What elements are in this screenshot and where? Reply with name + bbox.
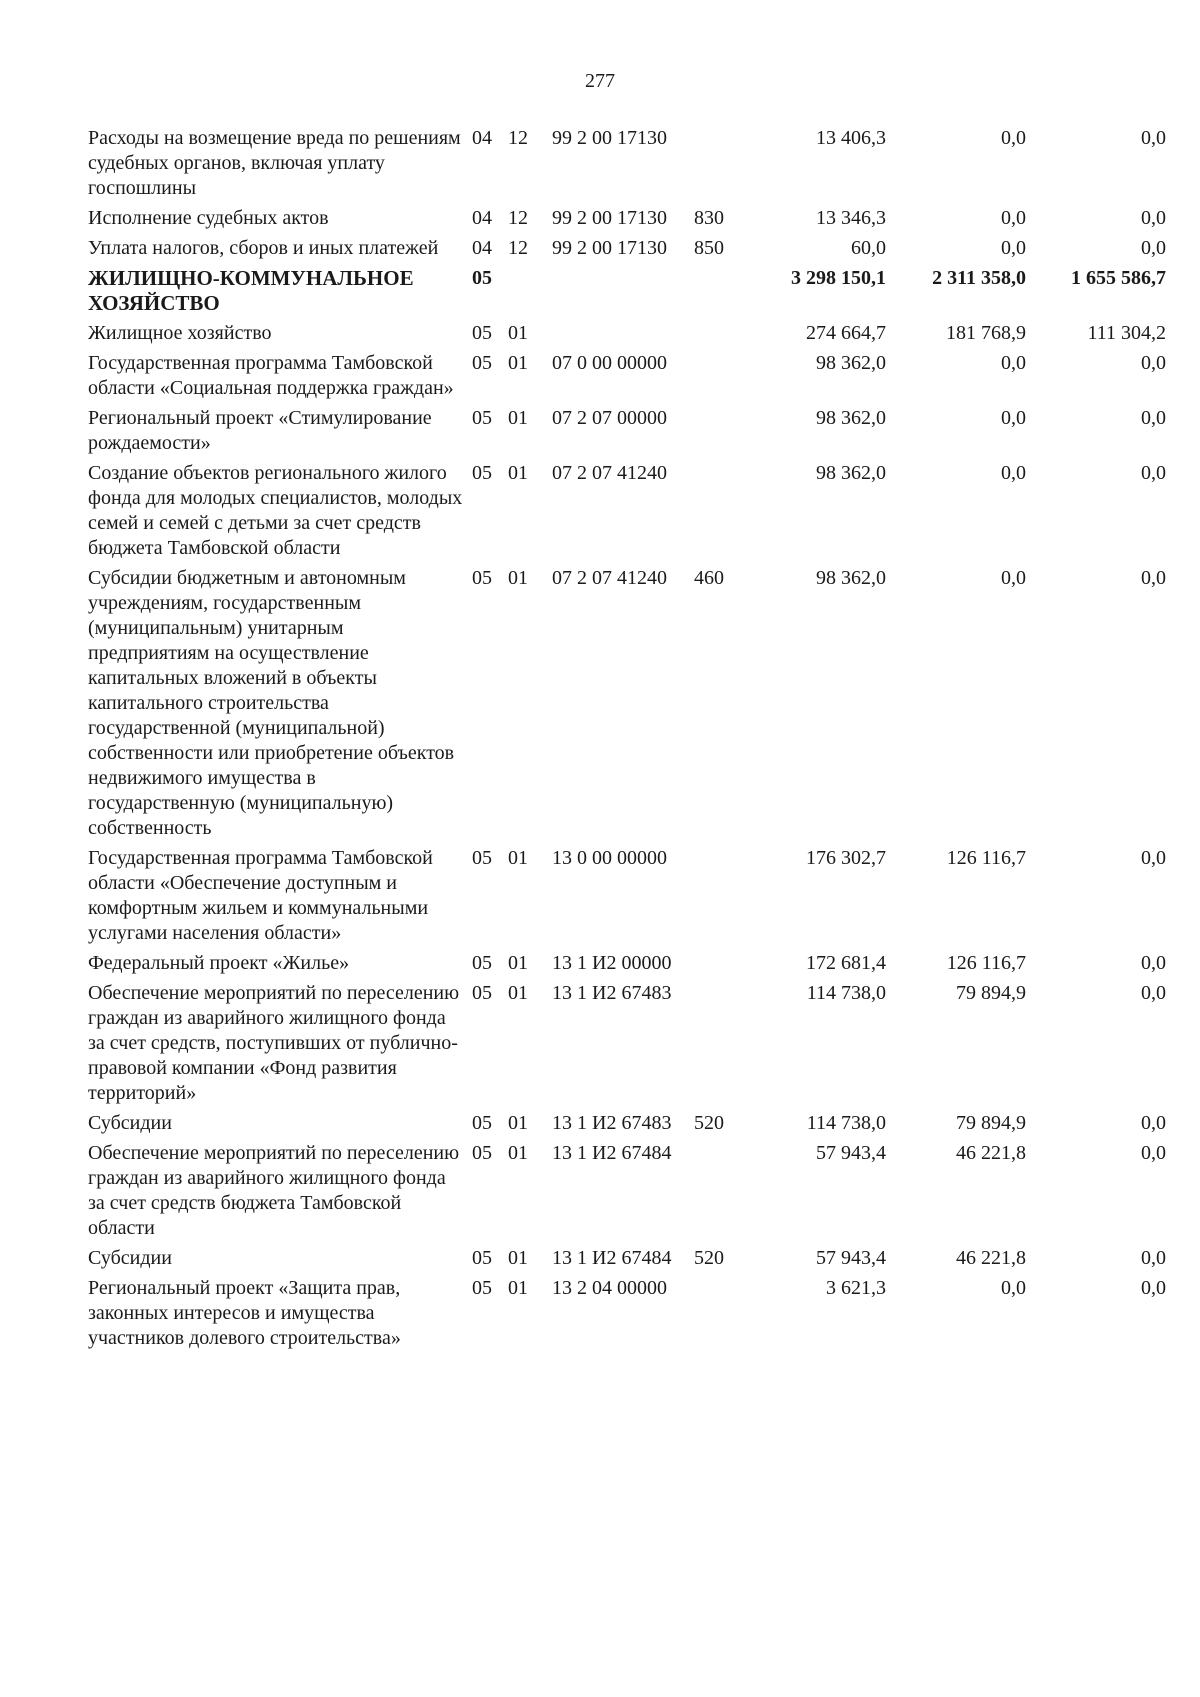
row-amount-year-3: 0,0: [1141, 207, 1166, 229]
row-expense-type-code: [694, 126, 746, 206]
row-expense-type-code: [694, 461, 746, 566]
table-row: [88, 266, 1166, 321]
row-amount-year-3: 0,0: [1141, 952, 1166, 974]
table-row: [88, 406, 1166, 461]
row-section-code: 04: [472, 127, 492, 149]
row-name: ЖИЛИЩНО-КОММУНАЛЬНОЕ ХОЗЯЙСТВО: [88, 266, 414, 315]
row-section-code: 05: [472, 407, 492, 429]
row-target-code: 99 2 00 17130: [552, 207, 667, 229]
row-target-code: 99 2 00 17130: [552, 237, 667, 259]
row-expense-type-code: [694, 1141, 746, 1246]
table-row: [88, 321, 1166, 351]
table-row: [88, 206, 1166, 236]
row-subsection-code: 01: [508, 982, 528, 1004]
row-expense-type-code: [694, 1276, 746, 1356]
row-name: Жилищное хозяйство: [88, 322, 272, 344]
row-expense-type-code: 850: [694, 237, 724, 259]
row-amount-year-3: 111 304,2: [1087, 322, 1166, 344]
row-section-code: 05: [472, 952, 492, 974]
row-amount-year-1: 60,0: [851, 237, 886, 259]
row-name: Субсидии: [88, 1247, 172, 1269]
row-amount-year-2: 79 894,9: [956, 1112, 1026, 1134]
row-target-code: 99 2 00 17130: [552, 127, 667, 149]
row-amount-year-2: 0,0: [1001, 407, 1026, 429]
row-subsection-code: 01: [508, 847, 528, 869]
row-amount-year-1: 57 943,4: [816, 1247, 886, 1269]
table-row: [88, 981, 1166, 1111]
row-expense-type-code: [694, 351, 746, 406]
row-expense-type-code: [694, 951, 746, 981]
row-section-code: 05: [472, 352, 492, 374]
row-amount-year-2: 126 116,7: [946, 952, 1026, 974]
row-subsection-code: 01: [508, 952, 528, 974]
row-amount-year-2: 46 221,8: [956, 1247, 1026, 1269]
row-amount-year-1: 98 362,0: [816, 567, 886, 589]
row-name: Субсидии бюджетным и автономным учреждениям, государственным (муниципальным) унитарным предприятиям на осуществление капитальных вложений в объекты капитального строительства государственной (муниципальной) собственности или приобретение объектов недвижимого имущества в государственную (муниципальную) собственность: [88, 567, 455, 839]
row-section-code: 05: [472, 462, 492, 484]
table-row: [88, 236, 1166, 266]
row-amount-year-3: 0,0: [1141, 567, 1166, 589]
row-amount-year-1: 98 362,0: [816, 352, 886, 374]
row-name: Уплата налогов, сборов и иных платежей: [88, 237, 439, 259]
row-amount-year-1: 98 362,0: [816, 407, 886, 429]
row-amount-year-3: 0,0: [1141, 847, 1166, 869]
row-amount-year-1: 57 943,4: [816, 1142, 886, 1164]
row-name: Государственная программа Тамбовской области «Социальная поддержка граждан»: [88, 352, 454, 399]
row-subsection-code: 01: [508, 352, 528, 374]
row-section-code: 05: [472, 982, 492, 1004]
table-row: [88, 951, 1166, 981]
row-target-code: [552, 321, 694, 351]
row-subsection-code: 12: [508, 207, 528, 229]
row-name: Федеральный проект «Жилье»: [88, 952, 350, 974]
row-expense-type-code: [694, 321, 746, 351]
row-target-code: 07 2 07 00000: [552, 407, 667, 429]
row-section-code: 04: [472, 237, 492, 259]
row-amount-year-1: 114 738,0: [806, 982, 886, 1004]
row-amount-year-3: 0,0: [1141, 1112, 1166, 1134]
row-subsection-code: 12: [508, 237, 528, 259]
row-name: Создание объектов регионального жилого фонда для молодых специалистов, молодых семей и семей с детьми за счет средств бюджета Тамбовской области: [88, 462, 463, 559]
row-name: Расходы на возмещение вреда по решениям судебных органов, включая уплату госпошлины: [88, 127, 461, 199]
row-amount-year-2: 126 116,7: [946, 847, 1026, 869]
row-amount-year-2: 0,0: [1001, 237, 1026, 259]
row-amount-year-1: 13 346,3: [816, 207, 886, 229]
row-amount-year-3: 0,0: [1141, 1277, 1166, 1299]
row-target-code: [552, 266, 694, 321]
table-row: [88, 566, 1166, 846]
row-expense-type-code: [694, 266, 746, 321]
row-amount-year-3: 0,0: [1141, 1247, 1166, 1269]
row-amount-year-1: 114 738,0: [806, 1112, 886, 1134]
row-section-code: 05: [472, 847, 492, 869]
row-amount-year-3: 0,0: [1141, 462, 1166, 484]
row-target-code: 13 1 И2 00000: [552, 952, 672, 974]
row-name: Исполнение судебных актов: [88, 207, 329, 229]
row-subsection-code: 01: [508, 462, 528, 484]
row-subsection-code: 12: [508, 127, 528, 149]
row-expense-type-code: 520: [694, 1247, 724, 1269]
row-section-code: 05: [472, 1247, 492, 1269]
row-amount-year-2: 2 311 358,0: [932, 267, 1026, 289]
row-section-code: 04: [472, 207, 492, 229]
row-section-code: 05: [472, 1142, 492, 1164]
table-row: [88, 1141, 1166, 1246]
row-expense-type-code: [694, 981, 746, 1111]
table-row: [88, 1111, 1166, 1141]
row-subsection-code: [508, 266, 552, 321]
row-amount-year-2: 0,0: [1001, 127, 1026, 149]
row-amount-year-2: 0,0: [1001, 352, 1026, 374]
table-row: [88, 1276, 1166, 1356]
row-target-code: 07 0 00 00000: [552, 352, 667, 374]
row-amount-year-1: 3 298 150,1: [791, 267, 886, 289]
budget-table-body: [88, 126, 1166, 1356]
row-amount-year-2: 79 894,9: [956, 982, 1026, 1004]
row-target-code: 13 2 04 00000: [552, 1277, 667, 1299]
table-row: [88, 1246, 1166, 1276]
row-name: Обеспечение мероприятий по переселению граждан из аварийного жилищного фонда за счет средств бюджета Тамбовской области: [88, 1142, 460, 1239]
row-name: Региональный проект «Стимулирование рождаемости»: [88, 407, 432, 454]
row-amount-year-1: 98 362,0: [816, 462, 886, 484]
row-expense-type-code: 520: [694, 1112, 724, 1134]
table-row: [88, 351, 1166, 406]
row-subsection-code: 01: [508, 407, 528, 429]
row-target-code: 07 2 07 41240: [552, 462, 667, 484]
row-subsection-code: 01: [508, 1142, 528, 1164]
row-amount-year-3: 0,0: [1141, 1142, 1166, 1164]
row-name: Субсидии: [88, 1112, 172, 1134]
table-row: [88, 461, 1166, 566]
row-subsection-code: 01: [508, 567, 528, 589]
row-subsection-code: 01: [508, 1112, 528, 1134]
budget-table: [88, 126, 1166, 1356]
row-target-code: 13 1 И2 67484: [552, 1247, 672, 1269]
row-subsection-code: 01: [508, 322, 528, 344]
table-row: [88, 846, 1166, 951]
row-subsection-code: 01: [508, 1277, 528, 1299]
table-row: [88, 126, 1166, 206]
row-target-code: 07 2 07 41240: [552, 567, 667, 589]
row-amount-year-3: 0,0: [1141, 407, 1166, 429]
row-amount-year-1: 274 664,7: [806, 322, 886, 344]
row-amount-year-2: 181 768,9: [946, 322, 1026, 344]
row-amount-year-3: 0,0: [1141, 237, 1166, 259]
row-amount-year-1: 176 302,7: [806, 847, 886, 869]
row-amount-year-1: 13 406,3: [816, 127, 886, 149]
row-section-code: 05: [472, 322, 492, 344]
row-expense-type-code: [694, 406, 746, 461]
row-name: Обеспечение мероприятий по переселению граждан из аварийного жилищного фонда за счет средств, поступивших от публично-правовой компании «Фонд развития территорий»: [88, 982, 460, 1104]
row-section-code: 05: [472, 267, 492, 289]
row-amount-year-1: 3 621,3: [826, 1277, 886, 1299]
row-target-code: 13 1 И2 67483: [552, 1112, 672, 1134]
row-target-code: 13 1 И2 67484: [552, 1142, 672, 1164]
row-amount-year-3: 1 655 586,7: [1071, 267, 1166, 289]
row-target-code: 13 0 00 00000: [552, 847, 667, 869]
row-name: Региональный проект «Защита прав, законных интересов и имущества участников долевого строительства»: [88, 1277, 401, 1349]
row-amount-year-2: 0,0: [1001, 462, 1026, 484]
row-amount-year-2: 0,0: [1001, 207, 1026, 229]
row-amount-year-3: 0,0: [1141, 352, 1166, 374]
row-section-code: 05: [472, 567, 492, 589]
row-amount-year-2: 46 221,8: [956, 1142, 1026, 1164]
row-amount-year-1: 172 681,4: [806, 952, 886, 974]
row-target-code: 13 1 И2 67483: [552, 982, 672, 1004]
row-amount-year-2: 0,0: [1001, 1277, 1026, 1299]
row-amount-year-2: 0,0: [1001, 567, 1026, 589]
row-expense-type-code: 830: [694, 207, 724, 229]
row-expense-type-code: 460: [694, 567, 724, 589]
row-amount-year-3: 0,0: [1141, 127, 1166, 149]
row-section-code: 05: [472, 1112, 492, 1134]
row-name: Государственная программа Тамбовской области «Обеспечение доступным и комфортным жильем и коммунальными услугами населения области»: [88, 847, 433, 944]
page-number: 277: [585, 70, 615, 92]
row-amount-year-3: 0,0: [1141, 982, 1166, 1004]
row-subsection-code: 01: [508, 1247, 528, 1269]
row-expense-type-code: [694, 846, 746, 951]
row-section-code: 05: [472, 1277, 492, 1299]
